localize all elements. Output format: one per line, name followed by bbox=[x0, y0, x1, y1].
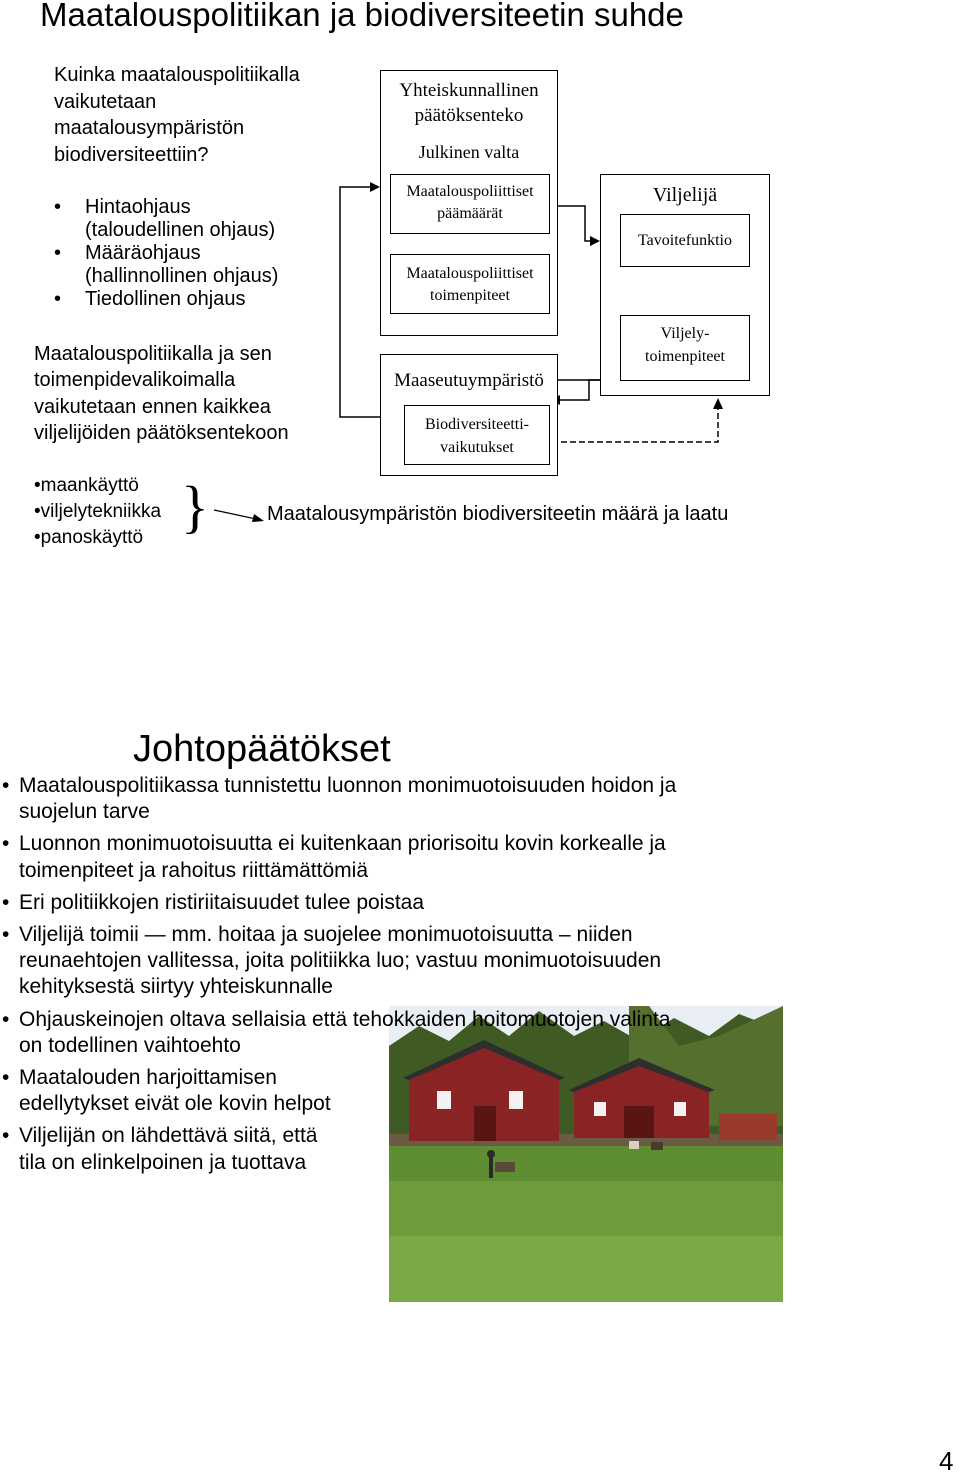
bullet-icon: • bbox=[2, 1007, 10, 1031]
society-title bbox=[380, 78, 558, 128]
goals-line: Maatalouspoliittiset bbox=[406, 183, 534, 200]
policy-paragraph: Maatalouspolitiikalla ja sen toimenpidevalikoimalla vaikutetaan ennen kaikkea viljelijöiden päätöksentekoon bbox=[34, 343, 289, 444]
measures-box bbox=[390, 254, 550, 314]
society-title-line: Yhteiskunnallinen bbox=[399, 80, 539, 101]
item-line: Maatalouspolitiikassa tunnistettu luonnon monimuotoisuuden hoidon ja bbox=[19, 774, 677, 797]
bullet-icon: • bbox=[2, 1066, 10, 1090]
effect-item: •panoskäyttö bbox=[34, 527, 144, 548]
bullet-icon: • bbox=[54, 288, 62, 310]
item-line: kehityksestä siirtyy yhteiskunnalle bbox=[19, 975, 333, 999]
item-line: edellytykset eivät ole kovin helpot bbox=[19, 1092, 331, 1116]
item-line: Viljelijä toimii — mm. hoitaa ja suojelee monimuotoisuutta – niiden bbox=[19, 923, 633, 947]
item-line: on todellinen vaihtoehto bbox=[19, 1033, 241, 1057]
effect-item: •viljelytekniikka bbox=[34, 501, 162, 522]
goals-box bbox=[390, 174, 550, 234]
bullet-icon: • bbox=[2, 890, 10, 914]
effect-item: •maankäyttö bbox=[34, 475, 139, 496]
measures-line: toimenpiteet bbox=[430, 287, 510, 304]
list-item bbox=[2, 831, 802, 883]
item-line: Tiedollinen ohjaus bbox=[85, 288, 246, 310]
bullet-icon: • bbox=[54, 242, 62, 264]
public-power-label: Julkinen valta bbox=[418, 142, 520, 162]
item-line: Viljelijän on lähdettävä siitä, että bbox=[19, 1124, 318, 1148]
item-line: reunaehtojen vallitessa, joita politiikka luo; vastuu monimuotoisuuden bbox=[19, 949, 662, 973]
slide-title: Maatalouspolitiikan ja biodiversiteetin suhde bbox=[40, 0, 684, 33]
farm-measures-box bbox=[620, 315, 750, 381]
brace-symbol: } bbox=[181, 474, 209, 539]
item-line: Eri politiikkojen ristiriitaisuudet tulee poistaa bbox=[19, 890, 425, 914]
bullet-icon: • bbox=[2, 1124, 10, 1148]
biodiversity-box bbox=[404, 405, 550, 465]
conclusions-title: Johtopäätökset bbox=[133, 728, 391, 770]
item-line: suojelun tarve bbox=[19, 800, 150, 824]
item-line: tila on elinkelpoinen ja tuottava bbox=[19, 1150, 307, 1174]
biodiv-line: vaikutukset bbox=[440, 439, 514, 456]
item-line: Luonnon monimuotoisuutta ei kuitenkaan priorisoitu kovin korkealle ja bbox=[19, 832, 666, 856]
bullet-icon: • bbox=[2, 774, 10, 797]
bullet-icon: • bbox=[2, 832, 10, 856]
measures-line: Maatalouspoliittiset bbox=[406, 265, 534, 282]
biodiv-line: Biodiversiteetti- bbox=[425, 416, 529, 433]
farm-measures-line: toimenpiteet bbox=[645, 348, 725, 365]
farmer-label: Viljelijä bbox=[652, 184, 718, 206]
item-line: Ohjauskeinojen oltava sellaisia että tehokkaiden hoitomuotojen valinta bbox=[19, 1007, 671, 1031]
item-line: (taloudellinen ohjaus) bbox=[85, 218, 276, 241]
list-item bbox=[2, 773, 802, 825]
item-line: toimenpiteet ja rahoitus riittämättömiä bbox=[19, 858, 368, 882]
rural-env-label: Maaseutuympäristö bbox=[394, 370, 544, 391]
question-text: Kuinka maatalouspolitiikalla vaikutetaan maatalousympäristön biodiversiteettiin? bbox=[54, 64, 300, 166]
conclusions-list bbox=[2, 773, 802, 1182]
list-item bbox=[2, 1065, 802, 1117]
goals-line: päämäärät bbox=[437, 205, 503, 222]
list-item bbox=[2, 922, 802, 1001]
farm-measures-line: Viljely- bbox=[660, 325, 710, 342]
bullet-icon: • bbox=[54, 196, 62, 218]
list-item bbox=[2, 1123, 802, 1175]
item-line: (hallinnollinen ohjaus) bbox=[85, 264, 279, 287]
item-line: Hintaohjaus bbox=[85, 196, 191, 218]
item-line: Määräohjaus bbox=[85, 242, 201, 264]
result-text: Maatalousympäristön biodiversiteetin määrä ja laatu bbox=[267, 503, 729, 525]
item-line: Maatalouden harjoittamisen bbox=[19, 1066, 277, 1090]
list-item bbox=[2, 890, 802, 916]
bullet-icon: • bbox=[2, 923, 10, 947]
society-title-line: päätöksenteko bbox=[414, 105, 524, 126]
page-number: 4 bbox=[939, 1446, 954, 1476]
objective-box: Tavoitefunktio bbox=[620, 214, 750, 267]
list-item bbox=[2, 1007, 802, 1059]
